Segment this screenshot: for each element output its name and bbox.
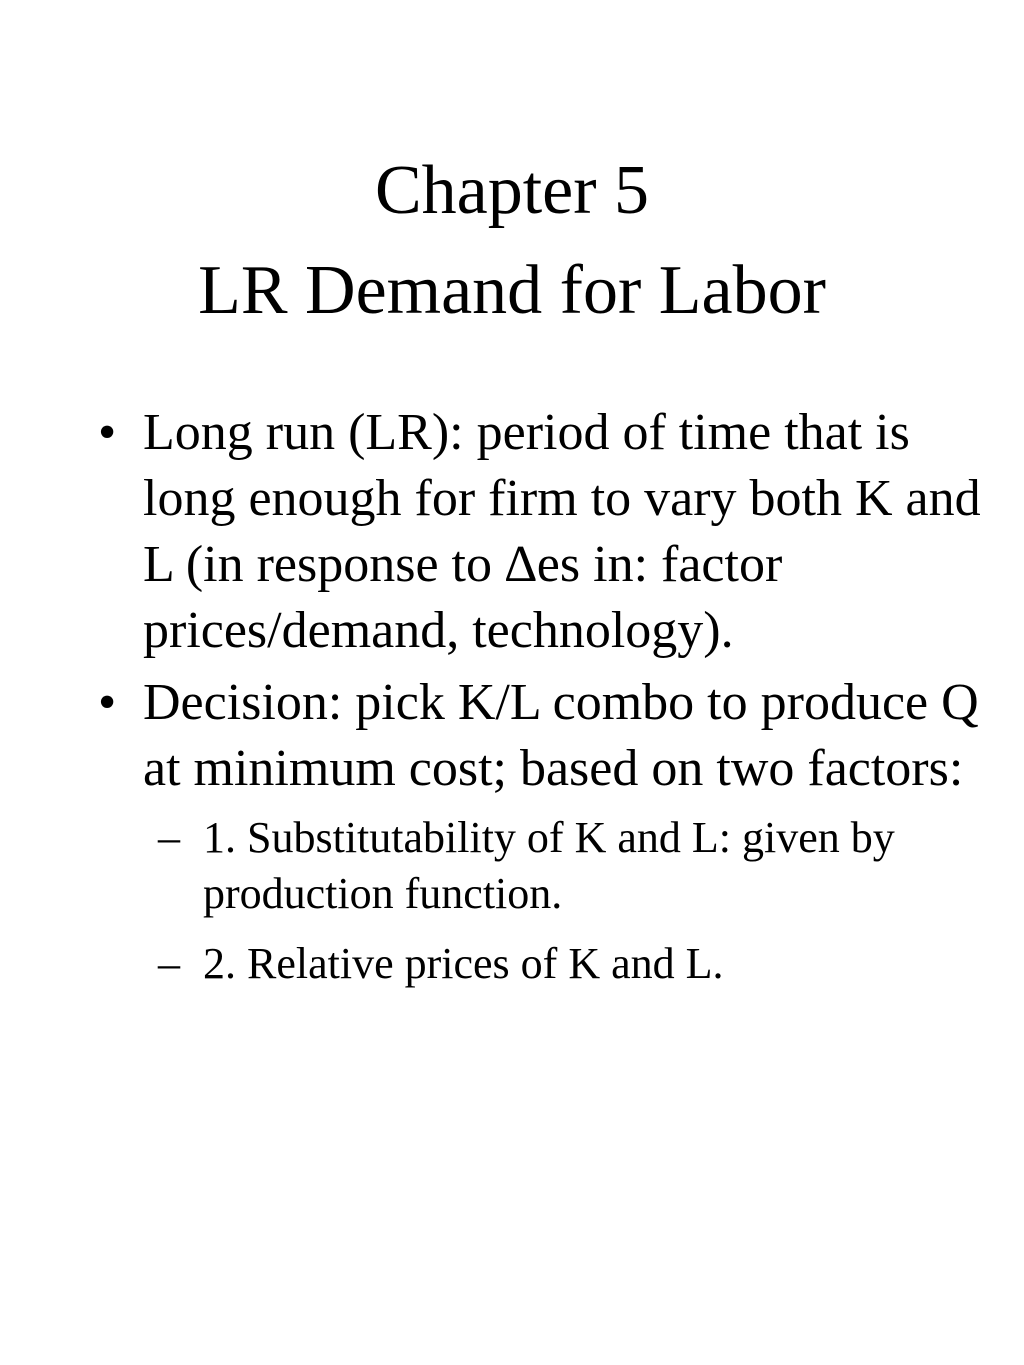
dash-marker: – bbox=[158, 813, 180, 862]
bullet-text: Long run (LR): period of time that is long enough for firm to vary both K and L (in response to ∆es in: factor prices/demand, technology). bbox=[143, 404, 981, 659]
slide-title-line-1: Chapter 5 bbox=[374, 152, 650, 229]
sub-item-text: 2. Relative prices of K and L. bbox=[203, 939, 724, 988]
bullet-marker: • bbox=[98, 404, 117, 461]
sub-item-substitutability bbox=[143, 810, 984, 922]
sub-bullet-list bbox=[143, 810, 984, 992]
bullet-item-decision bbox=[0, 670, 1024, 992]
bullet-item-long-run bbox=[0, 400, 1024, 664]
bullet-marker: • bbox=[98, 674, 117, 731]
bullet-text: Decision: pick K/L combo to produce Q at minimum cost; based on two factors: bbox=[143, 674, 979, 797]
sub-item-relative-prices bbox=[143, 936, 984, 992]
bullet-list bbox=[0, 400, 1024, 1006]
sub-item-text: 1. Substitutability of K and L: given by production function. bbox=[203, 813, 895, 918]
dash-marker: – bbox=[158, 939, 180, 988]
slide-title-line-2: LR Demand for Labor bbox=[198, 252, 826, 329]
